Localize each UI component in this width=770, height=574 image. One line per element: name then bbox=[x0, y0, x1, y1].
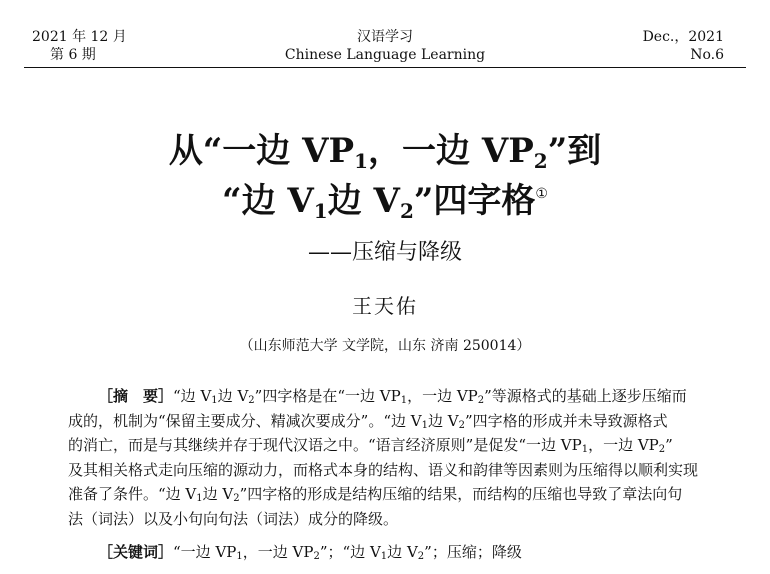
footnote-marker[interactable]: ① bbox=[535, 186, 548, 202]
subscript: 1 bbox=[196, 493, 203, 505]
abstract-text: 法（词法）以及小句向句法（词法）成分的降级。 bbox=[68, 509, 399, 528]
abstract-text: ，一边 VP bbox=[588, 436, 659, 455]
header-date-en: Dec.，2021 bbox=[642, 29, 724, 45]
abstract-text: ”四字格的形成并未导致源格式 bbox=[464, 411, 668, 430]
abstract-text: 边 V bbox=[202, 485, 234, 504]
title-line-2 bbox=[0, 178, 770, 224]
header-divider bbox=[24, 67, 746, 68]
subscript: 2 bbox=[477, 395, 485, 406]
header-right bbox=[643, 28, 724, 64]
abstract-line bbox=[68, 507, 704, 532]
subscript: 1 bbox=[354, 149, 368, 173]
keywords-text: ”；压缩；降级 bbox=[424, 543, 522, 561]
title-text: 边 V bbox=[327, 181, 400, 221]
page-header bbox=[0, 28, 770, 68]
author-name: 王天佑 bbox=[352, 294, 418, 318]
abstract-text: 边 V bbox=[427, 411, 459, 430]
article-title bbox=[0, 128, 770, 224]
abstract-line bbox=[68, 433, 704, 458]
subscript: 2 bbox=[458, 419, 465, 431]
abstract-label: ［摘 要］ bbox=[98, 387, 174, 405]
subscript: 2 bbox=[399, 199, 414, 223]
subscript: 2 bbox=[533, 149, 548, 173]
abstract-text: “边 V bbox=[173, 387, 212, 405]
article-subtitle: ——压缩与降级 bbox=[307, 240, 462, 265]
abstract-text: 及其相关格式走向压缩的源动力，而格式本身的结构、语义和韵律等因素则为压缩得以顺利实现 bbox=[68, 460, 699, 479]
subscript: 2 bbox=[248, 395, 255, 406]
abstract-text: 边 V bbox=[217, 387, 249, 405]
keywords-text: 边 V bbox=[387, 543, 418, 561]
subscript: 1 bbox=[236, 551, 243, 562]
subscript: 2 bbox=[658, 444, 666, 456]
abstract-text: ”四字格的形成是结构压缩的结果，而结构的压缩也导致了章法向句 bbox=[239, 485, 683, 504]
subscript: 1 bbox=[400, 395, 408, 406]
title-text: ”四字格 bbox=[413, 181, 536, 221]
abstract-line bbox=[68, 482, 704, 507]
title-text: “边 V bbox=[222, 181, 314, 221]
keywords-text: ，一边 VP bbox=[242, 543, 314, 561]
abstract-text: ，一边 VP bbox=[407, 387, 478, 405]
title-text: 从“一边 VP bbox=[168, 131, 355, 171]
subscript: 2 bbox=[417, 551, 425, 562]
keywords-text: “一边 VP bbox=[173, 543, 237, 561]
subscript: 2 bbox=[313, 551, 320, 562]
abstract-text: ”等源格式的基础上逐步压缩而 bbox=[484, 387, 687, 405]
abstract bbox=[68, 384, 704, 532]
subscript: 1 bbox=[313, 199, 328, 223]
header-issue-cn: 第 6 期 bbox=[50, 47, 96, 63]
title-line-1 bbox=[0, 128, 770, 174]
abstract-text: 准备了条件。“边 V bbox=[68, 485, 197, 504]
journal-name-en: Chinese Language Learning bbox=[284, 47, 486, 63]
title-text: ”到 bbox=[547, 131, 602, 171]
author-affiliation: （山东师范大学 文学院，山东 济南 250014） bbox=[239, 338, 531, 354]
abstract-text: 的消亡，而是与其继续并存于现代汉语之中。“语言经济原则”是促发“一边 VP bbox=[68, 436, 582, 455]
abstract-line bbox=[68, 458, 704, 483]
subscript: 2 bbox=[233, 493, 240, 505]
title-text: ，一边 VP bbox=[367, 131, 534, 171]
subscript: 1 bbox=[211, 395, 218, 406]
header-date-cn: 2021 年 12 月 bbox=[32, 29, 127, 45]
header-issue-en: No.6 bbox=[690, 47, 724, 63]
keywords bbox=[98, 540, 522, 564]
subscript: 1 bbox=[380, 551, 388, 562]
keywords-label: ［关键词］ bbox=[98, 543, 174, 561]
journal-name-cn: 汉语学习 bbox=[357, 29, 413, 45]
subscript: 1 bbox=[581, 444, 589, 456]
abstract-line bbox=[68, 409, 704, 434]
abstract-text: ”四字格是在“一边 VP bbox=[254, 387, 401, 405]
abstract-line bbox=[68, 384, 704, 409]
abstract-text: ” bbox=[665, 436, 673, 455]
keywords-text: ”；“边 V bbox=[319, 543, 381, 561]
abstract-text: 成的，机制为“保留主要成分、精减次要成分”。“边 V bbox=[68, 411, 422, 430]
subscript: 1 bbox=[421, 419, 428, 431]
